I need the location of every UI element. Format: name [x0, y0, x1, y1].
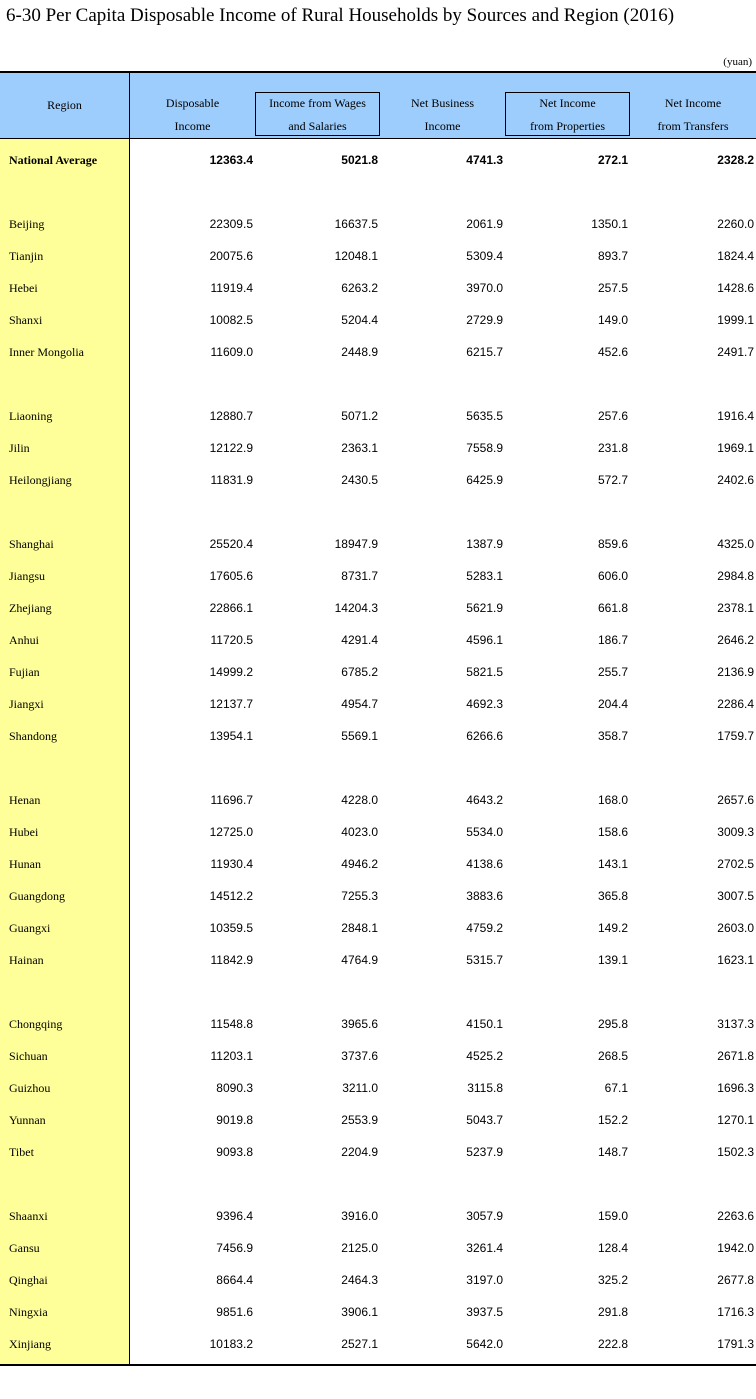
value-cell: 6785.2	[341, 665, 378, 679]
value-cell: 1428.6	[717, 281, 754, 295]
table-row	[0, 688, 756, 720]
value-cell: 2204.9	[341, 1145, 378, 1159]
value-cell: 5821.5	[466, 665, 503, 679]
value-cell: 4643.2	[466, 793, 503, 807]
table-row	[0, 1136, 756, 1168]
value-cell: 1916.4	[717, 409, 754, 423]
value-cell: 10183.2	[209, 1337, 253, 1351]
table-row	[0, 784, 756, 816]
value-cell: 5621.9	[466, 601, 503, 615]
value-cell: 25520.4	[209, 537, 253, 551]
table-row	[0, 208, 756, 240]
value-cell: 152.2	[597, 1113, 628, 1127]
value-cell: 6266.6	[466, 729, 503, 743]
value-cell: 11842.9	[210, 953, 253, 967]
value-cell: 2430.5	[341, 473, 378, 487]
value-cell: 7456.9	[216, 1241, 253, 1255]
region-name: Shandong	[9, 729, 57, 743]
table-row	[0, 816, 756, 848]
value-cell: 4954.7	[341, 697, 378, 711]
value-cell: 1623.1	[717, 953, 754, 967]
region-name: Sichuan	[9, 1049, 48, 1063]
value-cell: 272.1	[597, 153, 628, 167]
value-cell: 1696.3	[717, 1081, 754, 1095]
value-cell: 2363.1	[341, 441, 378, 455]
value-cell: 2464.3	[341, 1273, 378, 1287]
header-wages-line1: Income from Wages	[269, 96, 366, 110]
region-name: Shanxi	[9, 313, 43, 327]
value-cell: 2448.9	[341, 345, 378, 359]
region-name: Yunnan	[9, 1113, 46, 1127]
value-cell: 10359.5	[209, 921, 253, 935]
value-cell: 4596.1	[466, 633, 503, 647]
value-cell: 128.4	[597, 1241, 628, 1255]
value-cell: 7255.3	[341, 889, 378, 903]
value-cell: 168.0	[597, 793, 628, 807]
table-row	[0, 624, 756, 656]
value-cell: 139.1	[597, 953, 628, 967]
region-name: Henan	[9, 793, 41, 807]
value-cell: 1387.9	[466, 537, 503, 551]
header-business-line2: Income	[424, 119, 461, 133]
table-row	[0, 912, 756, 944]
value-cell: 9851.6	[216, 1305, 253, 1319]
value-cell: 893.7	[597, 249, 628, 263]
table-row	[0, 464, 756, 496]
table-row	[0, 1104, 756, 1136]
value-cell: 5309.4	[466, 249, 503, 263]
value-cell: 5237.9	[466, 1145, 503, 1159]
value-cell: 2848.1	[341, 921, 378, 935]
value-cell: 9019.8	[216, 1113, 253, 1127]
value-cell: 2260.0	[717, 217, 754, 231]
value-cell: 1759.7	[717, 729, 754, 743]
value-cell: 14204.3	[334, 601, 378, 615]
value-cell: 452.6	[597, 345, 628, 359]
value-cell: 4150.1	[466, 1017, 503, 1031]
page-title: 6-30 Per Capita Disposable Income of Rural Households by Sources and Region (2016)	[6, 5, 675, 26]
region-name: Qinghai	[9, 1273, 48, 1287]
value-cell: 572.7	[597, 473, 628, 487]
value-cell: 3197.0	[466, 1273, 503, 1287]
table-row	[0, 240, 756, 272]
value-cell: 4741.3	[466, 153, 503, 167]
value-cell: 3057.9	[466, 1209, 503, 1223]
value-cell: 1942.0	[717, 1241, 754, 1255]
value-cell: 4525.2	[466, 1049, 503, 1063]
table-row	[0, 656, 756, 688]
value-cell: 1999.1	[717, 313, 754, 327]
value-cell: 11696.7	[210, 793, 253, 807]
table-row	[0, 1232, 756, 1264]
region-name: Chongqing	[9, 1017, 63, 1031]
region-name: Anhui	[9, 633, 39, 647]
value-cell: 14512.2	[209, 889, 253, 903]
header-region: Region	[47, 98, 82, 112]
header-properties-line2: from Properties	[530, 119, 605, 133]
value-cell: 1716.3	[717, 1305, 754, 1319]
region-name: Jilin	[9, 441, 30, 455]
value-cell: 5635.5	[466, 409, 503, 423]
region-name: Xinjiang	[9, 1337, 51, 1351]
value-cell: 204.4	[597, 697, 628, 711]
table-row	[0, 1296, 756, 1328]
value-cell: 3115.8	[467, 1081, 503, 1095]
header-disposable-line1: Disposable	[165, 96, 220, 110]
value-cell: 2702.5	[717, 857, 754, 871]
value-cell: 2491.7	[717, 345, 754, 359]
value-cell: 222.8	[597, 1337, 628, 1351]
value-cell: 11548.8	[210, 1017, 253, 1031]
value-cell: 3916.0	[341, 1209, 378, 1223]
value-cell: 5283.1	[466, 569, 503, 583]
value-cell: 11609.0	[210, 345, 253, 359]
value-cell: 2136.9	[717, 665, 754, 679]
region-name: Guangdong	[9, 889, 65, 903]
value-cell: 9396.4	[216, 1209, 253, 1223]
value-cell: 14999.2	[209, 665, 253, 679]
unit-label: (yuan)	[723, 56, 752, 68]
value-cell: 7558.9	[466, 441, 503, 455]
value-cell: 22866.1	[209, 601, 253, 615]
region-name: Jiangxi	[9, 697, 44, 711]
value-cell: 4946.2	[341, 857, 378, 871]
region-name: Gansu	[9, 1241, 40, 1255]
value-cell: 8731.7	[341, 569, 378, 583]
value-cell: 2646.2	[717, 633, 754, 647]
value-cell: 17605.6	[209, 569, 253, 583]
value-cell: 2553.9	[341, 1113, 378, 1127]
value-cell: 3737.6	[341, 1049, 378, 1063]
table-row	[0, 1264, 756, 1296]
value-cell: 255.7	[597, 665, 628, 679]
value-cell: 2984.8	[717, 569, 754, 583]
value-cell: 12880.7	[209, 409, 253, 423]
value-cell: 12137.7	[209, 697, 253, 711]
value-cell: 5021.8	[341, 153, 378, 167]
value-cell: 5534.0	[466, 825, 503, 839]
table-row	[0, 432, 756, 464]
value-cell: 67.1	[604, 1081, 628, 1095]
value-cell: 18947.9	[334, 537, 378, 551]
region-name: Hebei	[9, 281, 38, 295]
table-row	[0, 1328, 756, 1360]
value-cell: 2657.6	[717, 793, 754, 807]
value-cell: 11720.5	[210, 633, 253, 647]
value-cell: 5569.1	[341, 729, 378, 743]
value-cell: 358.7	[597, 729, 628, 743]
value-cell: 2729.9	[466, 313, 503, 327]
region-name: Heilongjiang	[9, 473, 72, 487]
region-name: Liaoning	[9, 409, 53, 423]
header-rule	[0, 138, 756, 139]
value-cell: 3906.1	[341, 1305, 378, 1319]
value-cell: 159.0	[597, 1209, 628, 1223]
value-cell: 257.5	[597, 281, 628, 295]
region-name: Inner Mongolia	[9, 345, 84, 359]
table-row	[0, 880, 756, 912]
value-cell: 3937.5	[466, 1305, 503, 1319]
region-name: Hainan	[9, 953, 44, 967]
income-table	[0, 71, 756, 1366]
value-cell: 1969.1	[717, 441, 754, 455]
table-row	[0, 1072, 756, 1104]
value-cell: 1350.1	[591, 217, 628, 231]
value-cell: 12048.1	[334, 249, 378, 263]
value-cell: 3137.3	[717, 1017, 754, 1031]
value-cell: 2378.1	[717, 601, 754, 615]
value-cell: 20075.6	[209, 249, 253, 263]
value-cell: 6425.9	[466, 473, 503, 487]
value-cell: 5315.7	[466, 953, 503, 967]
region-name: Ningxia	[9, 1305, 48, 1319]
header-properties-line1: Net Income	[539, 96, 596, 110]
value-cell: 3965.6	[341, 1017, 378, 1031]
value-cell: 22309.5	[209, 217, 253, 231]
region-name: Beijing	[9, 217, 45, 231]
region-name: Fujian	[9, 665, 40, 679]
value-cell: 5642.0	[466, 1337, 503, 1351]
table-row	[0, 528, 756, 560]
table-row	[0, 560, 756, 592]
value-cell: 4692.3	[466, 697, 503, 711]
table-row	[0, 944, 756, 976]
value-cell: 3009.3	[717, 825, 754, 839]
header-disposable-line2: Income	[174, 119, 211, 133]
value-cell: 11919.4	[210, 281, 253, 295]
table-row	[0, 1200, 756, 1232]
region-name: Guizhou	[9, 1081, 51, 1095]
value-cell: 3970.0	[466, 281, 503, 295]
value-cell: 10082.5	[209, 313, 253, 327]
region-name: National Average	[9, 153, 98, 167]
value-cell: 2671.8	[717, 1049, 754, 1063]
region-name: Shanghai	[9, 537, 54, 551]
value-cell: 6263.2	[341, 281, 378, 295]
value-cell: 4759.2	[466, 921, 503, 935]
value-cell: 2125.0	[341, 1241, 378, 1255]
value-cell: 3007.5	[717, 889, 754, 903]
value-cell: 149.0	[597, 313, 628, 327]
region-name: Tibet	[9, 1145, 34, 1159]
value-cell: 11203.1	[210, 1049, 253, 1063]
value-cell: 268.5	[597, 1049, 628, 1063]
value-cell: 4291.4	[341, 633, 378, 647]
value-cell: 12122.9	[209, 441, 253, 455]
table-row	[0, 848, 756, 880]
value-cell: 186.7	[597, 633, 628, 647]
national-average-row	[0, 144, 756, 176]
value-cell: 2263.6	[717, 1209, 754, 1223]
value-cell: 1824.4	[717, 249, 754, 263]
region-name: Guangxi	[9, 921, 51, 935]
region-name: Jiangsu	[9, 569, 45, 583]
value-cell: 2061.9	[466, 217, 503, 231]
value-cell: 257.6	[597, 409, 628, 423]
value-cell: 3211.0	[342, 1081, 378, 1095]
value-cell: 4023.0	[341, 825, 378, 839]
value-cell: 143.1	[597, 857, 628, 871]
value-cell: 16637.5	[334, 217, 378, 231]
value-cell: 1502.3	[717, 1145, 754, 1159]
value-cell: 13954.1	[209, 729, 253, 743]
top-rule	[0, 71, 756, 73]
value-cell: 606.0	[597, 569, 628, 583]
value-cell: 2603.0	[717, 921, 754, 935]
value-cell: 9093.8	[216, 1145, 253, 1159]
value-cell: 5204.4	[341, 313, 378, 327]
table-row	[0, 1008, 756, 1040]
value-cell: 158.6	[597, 825, 628, 839]
region-name: Shaanxi	[9, 1209, 48, 1223]
value-cell: 6215.7	[466, 345, 503, 359]
region-name: Tianjin	[9, 249, 44, 263]
table-row	[0, 272, 756, 304]
value-cell: 2328.2	[717, 153, 754, 167]
value-cell: 291.8	[597, 1305, 628, 1319]
value-cell: 4325.0	[717, 537, 754, 551]
value-cell: 3883.6	[466, 889, 503, 903]
table-row	[0, 400, 756, 432]
value-cell: 661.8	[597, 601, 628, 615]
value-cell: 2402.6	[717, 473, 754, 487]
value-cell: 2527.1	[341, 1337, 378, 1351]
region-name: Hunan	[9, 857, 41, 871]
region-name: Zhejiang	[9, 601, 52, 615]
value-cell: 2286.4	[717, 697, 754, 711]
value-cell: 1791.3	[717, 1337, 754, 1351]
value-cell: 1270.1	[717, 1113, 754, 1127]
value-cell: 295.8	[597, 1017, 628, 1031]
table-row	[0, 336, 756, 368]
header-wages-line2: and Salaries	[288, 119, 347, 133]
header-transfers-line1: Net Income	[664, 96, 722, 110]
value-cell: 231.8	[597, 441, 628, 455]
value-cell: 2677.8	[717, 1273, 754, 1287]
value-cell: 325.2	[597, 1273, 628, 1287]
table-row	[0, 1040, 756, 1072]
value-cell: 3261.4	[466, 1241, 503, 1255]
value-cell: 4138.6	[466, 857, 503, 871]
table-row	[0, 720, 756, 752]
value-cell: 12725.0	[209, 825, 253, 839]
value-cell: 5043.7	[466, 1113, 503, 1127]
value-cell: 8090.3	[216, 1081, 253, 1095]
table-row	[0, 304, 756, 336]
value-cell: 4228.0	[341, 793, 378, 807]
bottom-rule	[0, 1364, 756, 1366]
header-business-line1: Net Business	[411, 96, 474, 110]
value-cell: 859.6	[597, 537, 628, 551]
value-cell: 12363.4	[209, 153, 253, 167]
value-cell: 4764.9	[341, 953, 378, 967]
header-transfers-line2: from Transfers	[657, 119, 729, 133]
value-cell: 11930.4	[210, 857, 253, 871]
value-cell: 8664.4	[216, 1273, 253, 1287]
region-name: Hubei	[9, 825, 39, 839]
value-cell: 5071.2	[341, 409, 378, 423]
value-cell: 149.2	[597, 921, 628, 935]
value-cell: 365.8	[597, 889, 628, 903]
value-cell: 148.7	[597, 1145, 628, 1159]
table-row	[0, 592, 756, 624]
value-cell: 11831.9	[210, 473, 253, 487]
